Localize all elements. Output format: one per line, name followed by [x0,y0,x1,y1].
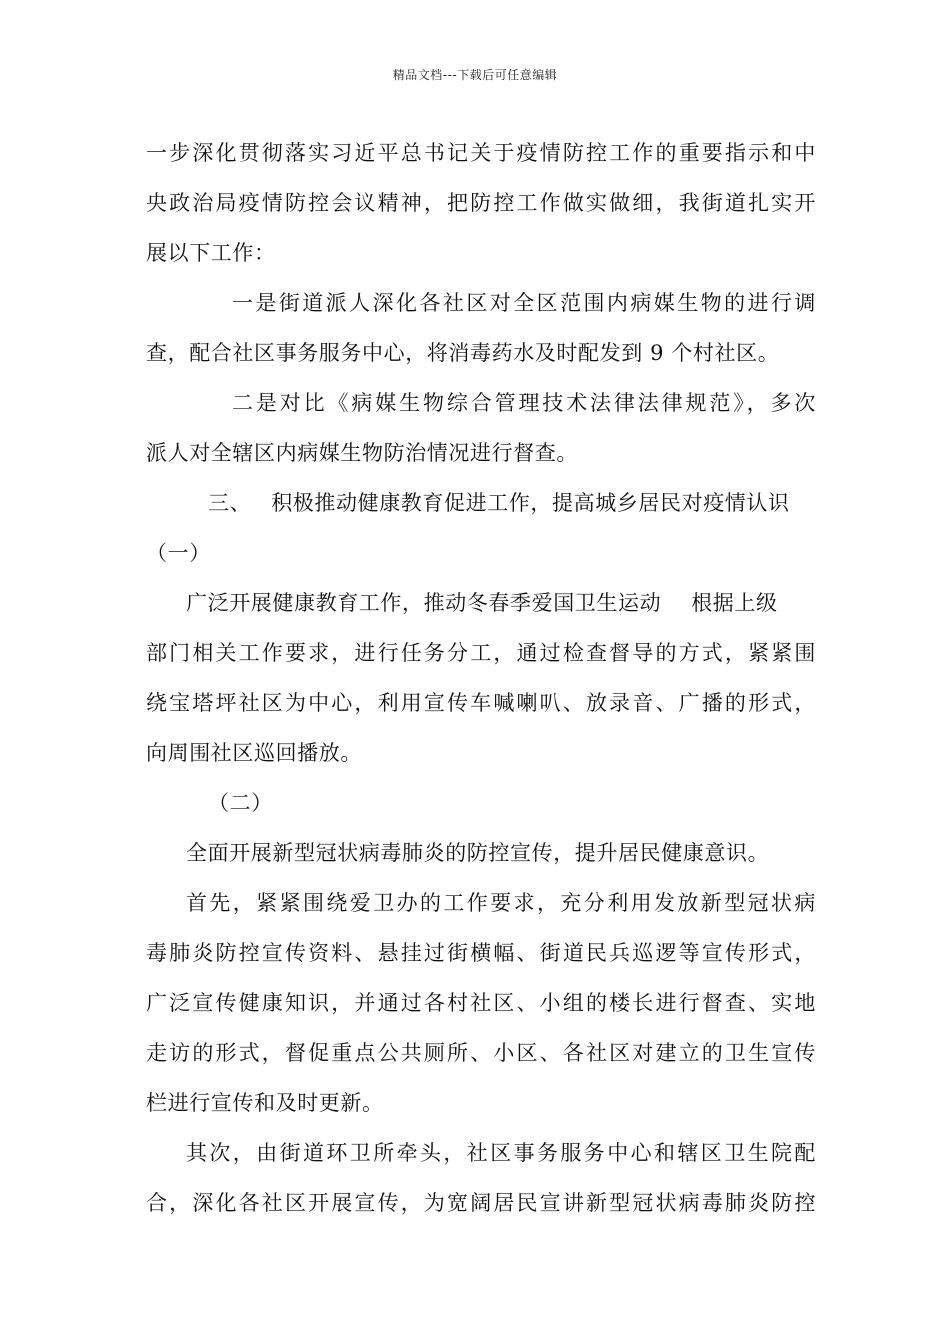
text-line [146,578,816,628]
text-line: 展以下工作： [146,241,276,265]
text-fragment: 根据上级 [691,591,778,615]
page-header: 精品文档---下载后可任意编辑 [392,68,558,82]
document-body [146,128,816,1228]
subsection-number: （二） [208,791,273,815]
text-line: 其次，由街道环卫所牵头，社区事务服务中心和辖区卫生院配 [186,1141,816,1165]
text-line: 央政治局疫情防控会议精神，把防控工作做实做细，我街道扎实开 [146,191,816,215]
subsection-title: 广泛开展健康教育工作，推动冬春季爱国卫生运动 [186,591,662,615]
text-line: 走访的形式，督促重点公共厕所、小区、各社区对建立的卫生宣传 [146,1041,816,1065]
section-number: 三、 [208,491,252,515]
text-line: 毒肺炎防控宣传资料、悬挂过街横幅、街道民兵巡逻等宣传形式， [146,941,816,965]
text-line: 广泛宣传健康知识，并通过各村社区、小组的楼长进行督查、实地 [146,991,816,1015]
text-line: 部门相关工作要求，进行任务分工，通过检查督导的方式，紧紧围 [146,641,816,665]
text-line: 首先，紧紧围绕爱卫办的工作要求，充分利用发放新型冠状病 [186,891,816,915]
text-line: 绕宝塔坪社区为中心，利用宣传车喊喇叭、放录音、广播的形式， [146,691,816,715]
text-line: 栏进行宣传和及时更新。 [146,1091,384,1115]
text-line: 二是对比《病媒生物综合管理技术法律法律规范》，多次 [232,391,816,415]
text-line: 派人对全辖区内病媒生物防治情况进行督查。 [146,441,578,465]
subsection-title: 全面开展新型冠状病毒肺炎的防控宣传，提升居民健康意识。 [186,841,770,865]
text-line: 查，配合社区事务服务中心，将消毒药水及时配发到 9 个村社区。 [146,341,780,365]
text-line: 一是街道派人深化各社区对全区范围内病媒生物的进行调 [232,291,816,315]
text-line: 向周围社区巡回播放。 [146,741,362,765]
text-line: 合，深化各社区开展宣传，为宽阔居民宣讲新型冠状病毒肺炎防控 [146,1191,816,1215]
section-heading [146,478,816,528]
section-title: 积极推动健康教育促进工作，提高城乡居民对疫情认识 [271,491,790,515]
subsection-number: （一） [146,541,211,565]
text-line: 一步深化贯彻落实习近平总书记关于疫情防控工作的重要指示和中 [146,141,816,165]
